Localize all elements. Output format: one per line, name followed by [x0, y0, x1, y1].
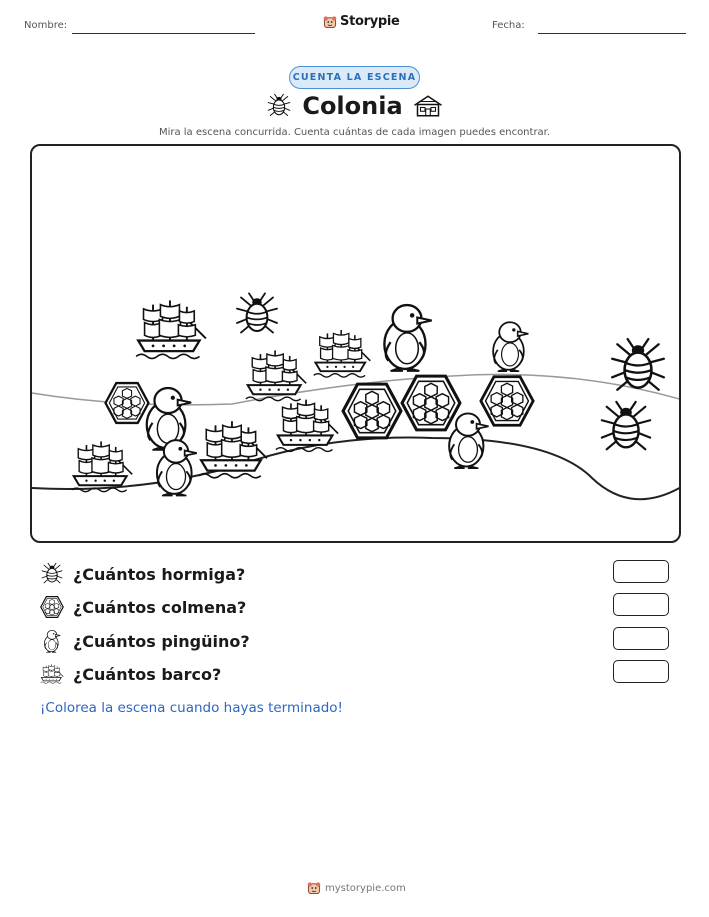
- scene-frame: [30, 144, 681, 543]
- footer: [307, 881, 406, 895]
- hill-line-front: [32, 438, 681, 500]
- ant-icon: [40, 562, 64, 586]
- scene-illustration: [32, 146, 681, 543]
- ship-icon: [199, 421, 267, 478]
- question-beehive: [40, 594, 246, 620]
- name-field[interactable]: [72, 33, 255, 34]
- storypie-logo-icon: [323, 15, 337, 29]
- question-text: ¿Cuántos pingüino?: [73, 631, 250, 651]
- date-field[interactable]: [538, 33, 686, 34]
- ant-icon: [237, 293, 277, 332]
- ship-icon: [136, 300, 206, 358]
- ship-icon: [72, 441, 132, 491]
- title-text: Colonia: [302, 92, 403, 120]
- activity-badge: CUENTA LA ESCENA: [289, 66, 420, 89]
- question-text: ¿Cuántos colmena?: [73, 597, 247, 617]
- date-label: Fecha:: [492, 20, 525, 31]
- ant-icon: [612, 339, 664, 390]
- instructions: Mira la escena concurrida. Cuenta cuántas de cada imagen puedes encontrar.: [158, 127, 551, 138]
- answer-box-beehive[interactable]: [613, 593, 669, 616]
- answer-box-ship[interactable]: [613, 660, 669, 683]
- beehive-icon: [481, 377, 533, 426]
- beehive-icon: [40, 595, 64, 619]
- brand-name: Storypie: [340, 14, 400, 29]
- ant-icon: [602, 402, 650, 449]
- brand-logo: [323, 14, 400, 29]
- ship-icon: [314, 330, 371, 377]
- question-ant: [40, 561, 245, 587]
- beehive-icon: [106, 383, 149, 423]
- page-title: [262, 92, 447, 120]
- answer-box-penguin[interactable]: [613, 627, 669, 650]
- footer-url[interactable]: mystorypie.com: [325, 882, 406, 894]
- name-label: Nombre:: [24, 20, 68, 31]
- ship-icon: [40, 662, 64, 686]
- question-penguin: [40, 628, 250, 654]
- question-text: ¿Cuántos barco?: [73, 664, 222, 684]
- coloring-note: ¡Colorea la escena cuando hayas terminado!: [40, 700, 343, 716]
- penguin-icon: [449, 413, 488, 468]
- beehive-icon: [402, 376, 460, 430]
- penguin-icon: [40, 629, 64, 653]
- question-ship: [40, 661, 221, 687]
- ant-icon: [266, 93, 292, 119]
- answer-box-ant[interactable]: [613, 560, 669, 583]
- storypie-logo-icon: [307, 881, 321, 895]
- question-text: ¿Cuántos hormiga?: [73, 564, 246, 584]
- penguin-icon: [147, 388, 191, 450]
- penguin-icon: [384, 305, 431, 371]
- house-icon: [413, 94, 443, 118]
- penguin-icon: [493, 322, 528, 371]
- beehive-icon: [343, 384, 401, 438]
